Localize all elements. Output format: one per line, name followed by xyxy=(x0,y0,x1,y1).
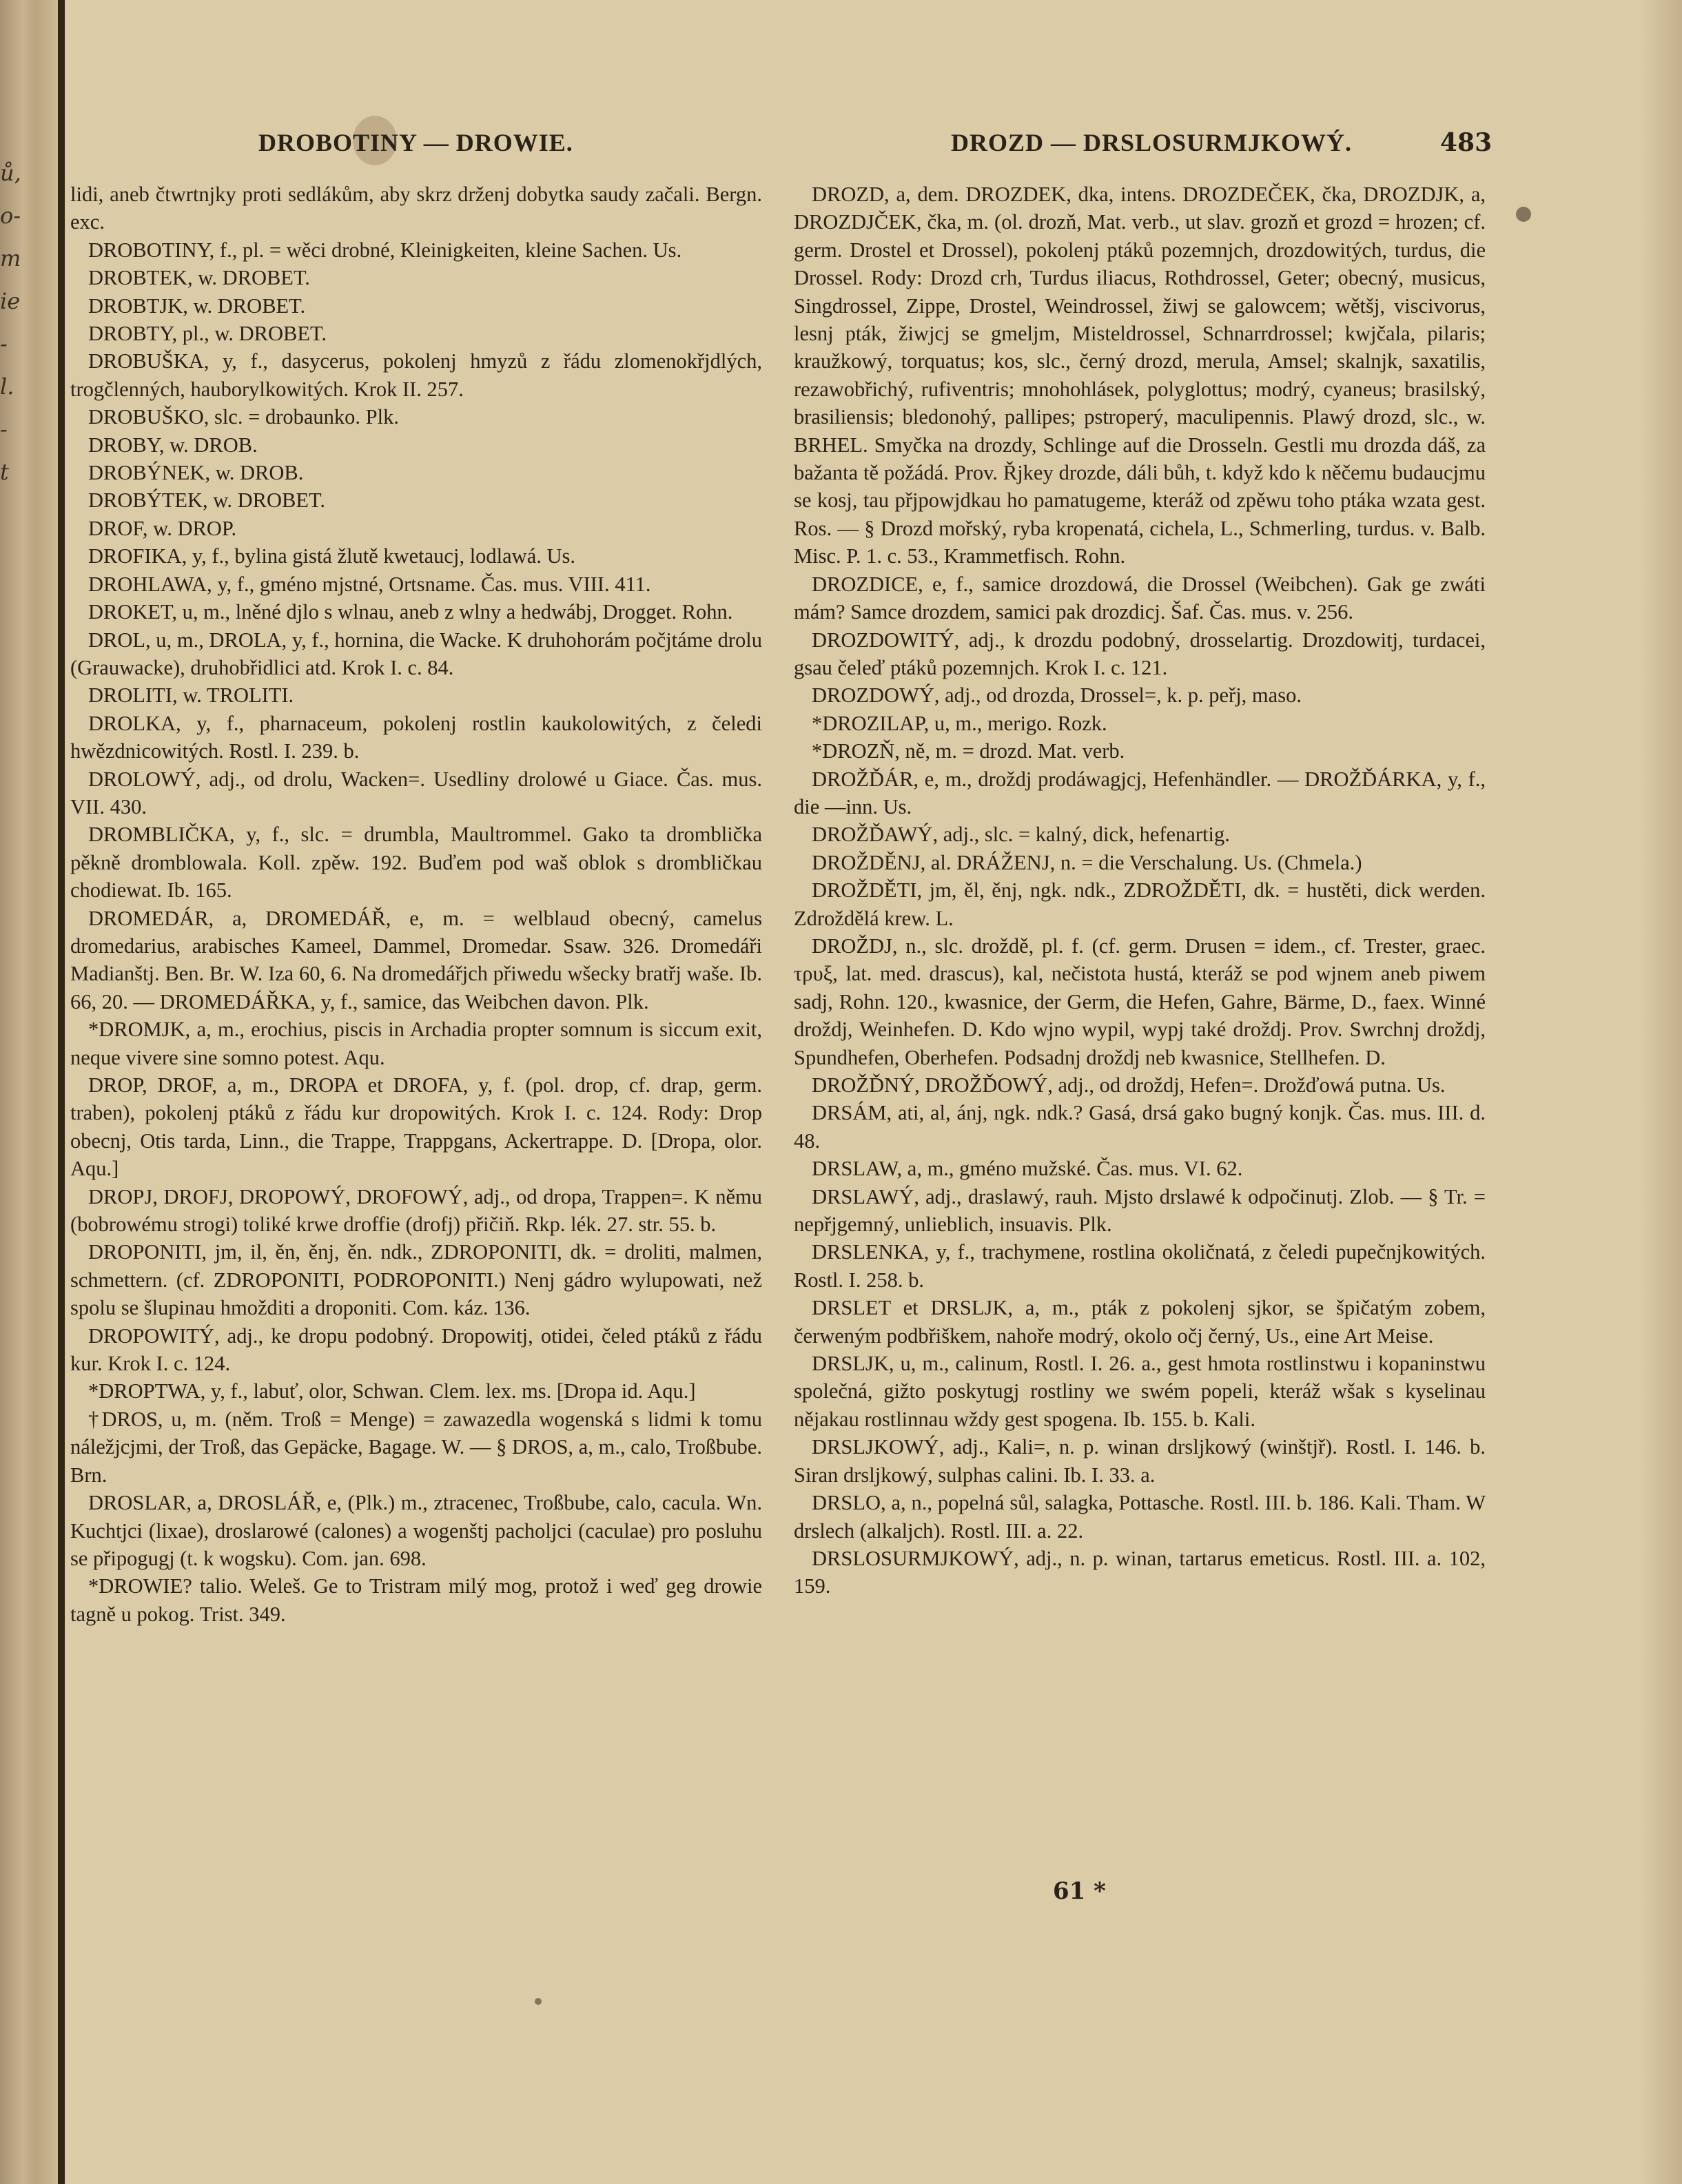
dictionary-entry: DRSLJK, u, m., calinum, Rostl. I. 26. a., gest hmota rostlinstwu i kopaninstwu společná, gižto poskytugj rostliny we swém popeli, kteráž wšak s kyselinau nějakau rostlinnau wždy gest spogena. Ib. 155. b. Kali. xyxy=(794,1352,1486,1431)
dictionary-entry: DROBUŠKO, slc. = drobaunko. Plk. xyxy=(88,405,399,429)
dictionary-entry: DROPJ, DROFJ, DROPOWÝ, DROFOWÝ, adj., od dropa, Trappen=. K němu (bobrowému strogi) toliké krwe droffie (drofj) přičiň. Rkp. lék. 27. str. 55. b. xyxy=(70,1184,762,1237)
dictionary-entry: DROBTY, pl., w. DROBET. xyxy=(88,322,327,346)
dictionary-entry: DROLOWÝ, adj., od drolu, Wacken=. Usedliny drolowé u Giace. Čas. mus. VII. 430. xyxy=(70,767,762,818)
dictionary-entry: *DROMJK, a, m., erochius, piscis in Archadia propter somnum is siccum exit, neque vivere sine somno potest. Aqu. xyxy=(70,1018,762,1069)
dictionary-entry: DROŽĎÁR, e, m., droždj prodáwagjcj, Hefenhändler. — DROŽĎÁRKA, y, f., die —inn. Us. xyxy=(794,767,1486,818)
gutter-fragment: ů, xyxy=(0,160,21,186)
dictionary-entry: DRSLAW, a, m., gméno mužské. Čas. mus. VI. 62. xyxy=(812,1157,1243,1181)
left-column xyxy=(70,181,762,1628)
dictionary-entry: DROŽĎAWÝ, adj., slc. = kalný, dick, hefenartig. xyxy=(812,823,1230,847)
dictionary-entry: DROZDOWÝ, adj., od drozda, Drossel=, k. p. peřj, maso. xyxy=(812,683,1302,708)
gutter-fragment: - xyxy=(0,416,8,442)
dictionary-entry: DROBOTINY, f., pl. = wěci drobné, Kleinigkeiten, kleine Sachen. Us. xyxy=(88,238,682,262)
gutter-fragment: - xyxy=(0,331,8,357)
gutter-fragment: ie xyxy=(0,288,21,314)
dictionary-entry: DROZDICE, e, f., samice drozdowá, die Drossel (Weibchen). Gak ge zwáti mám? Samce drozdem, samici pak drozdicj. Šaf. Čas. mus. v. 256. xyxy=(794,572,1486,624)
dictionary-entry: DROŽDJ, n., slc. droždě, pl. f. (cf. germ. Drusen = idem., cf. Trester, graec. τρυξ, lat. med. drascus), kal, nečistota hustá, kteráž se pod wjnem aneb piwem sadj, Rohn. 120., kwasnice, der Germ, die Hefen, Gahre, Bärme, D., faex. Winné droždj, Weinhefen. D. Kdo wjno wypil, wypj také droždj. Prov. Swrchnj droždj, Spundhefen, Oberhefen. Podsadnj droždj neb kwasnice, Stellhefen. D. xyxy=(794,934,1486,1069)
dictionary-entry: DROLKA, y, f., pharnaceum, pokolenj rostlin kaukolowitých, z čeledi hwězdnicowitých. Rostl. I. 239. b. xyxy=(70,711,762,763)
page-edge-shadow xyxy=(1641,0,1682,2184)
dictionary-entry: lidi, aneb čtwrtnjky proti sedlákům, aby skrz drženj dobytka saudy začali. Bergn. exc. xyxy=(70,183,762,234)
dictionary-entry: DROBTJK, w. DROBET. xyxy=(88,293,306,318)
dictionary-entry: DROL, u, m., DROLA, y, f., hornina, die Wacke. K druhohorám počjtáme drolu (Grauwacke), druhobřidlici atd. Krok I. c. 84. xyxy=(70,628,762,679)
gutter-fragment: o- xyxy=(0,203,21,229)
dictionary-entry: DROFIKA, y, f., bylina gistá žlutě kwetaucj, lodlawá. Us. xyxy=(88,544,576,568)
page-number: 483 xyxy=(1440,128,1493,157)
dictionary-entry: DROMEDÁR, a, DROMEDÁŘ, e, m. = welblaud obecný, camelus dromedarius, arabisches Kameel, Dammel, Dromedar. Ssaw. 326. Dromedáři Madianštj. Ben. Br. W. Iza 60, 6. Na dromedářjch přiwedu wšecky bratřj waše. Ib. 66, 20. — DROMEDÁŘKA, y, f., samice, das Weibchen davon. Plk. xyxy=(70,906,762,1013)
running-head-right: DROZD — DRSLOSURMJKOWÝ. xyxy=(951,129,1353,156)
dictionary-entry: DROLITI, w. TROLITI. xyxy=(88,683,294,708)
dictionary-entry: DROBÝNEK, w. DROB. xyxy=(88,461,304,485)
dictionary-entry: DRSLO, a, n., popelná sůl, salagka, Pottasche. Rostl. III. b. 186. Kali. Tham. W drslech (alkaljch). Rostl. III. a. 22. xyxy=(794,1491,1486,1543)
dictionary-entry: DROPONITI, jm, il, ěn, ěnj, ěn. ndk., ZDROPONITI, dk. = droliti, malmen, schmettern. (cf. ZDROPONITI, PODROPONITI.) Nenj gádro wylupowati, než spolu se šlupinau hmožditi a droponiti. Com. káz. 136. xyxy=(70,1240,762,1320)
gutter-fragment: m xyxy=(0,245,21,271)
gutter-fragment: t xyxy=(0,459,9,485)
running-head-left: DROBOTINY — DROWIE. xyxy=(258,129,573,156)
gutter-fragment: l. xyxy=(0,373,14,400)
dictionary-entry: DROŽDĚTI, jm, ěl, ěnj, ngk. ndk., ZDROŽDĚTI, dk. = hustěti, dick werden. Zdroždělá krew. L. xyxy=(794,878,1486,930)
dictionary-entry: DROP, DROF, a, m., DROPA et DROFA, y, f. (pol. drop, cf. drap, germ. traben), pokolenj ptáků z řádu kur dropowitých. Krok I. c. 124. Rody: Drop obecnj, Otis tarda, Linn., die Trappe, Trappgans, Ackertrappe. D. [Dropa, olor. Aqu.] xyxy=(70,1073,762,1181)
dictionary-entry: DRSLET et DRSLJK, a, m., pták z pokolenj sjkor, se špičatým zobem, čerweným podbřiškem, nahoře modrý, okolo očj černý, Us., eine Art Meise. xyxy=(794,1296,1486,1348)
dictionary-entry: DROZD, a, dem. DROZDEK, dka, intens. DROZDEČEK, čka, DROZDJK, a, DROZDJČEK, čka, m. (ol. drozň, Mat. verb., ut slav. grozň et grozd = hrozen; cf. germ. Drostel et Drossel), pokolenj ptáků pozemnjch, drozdowitých, turdus, die Drossel. Rody: Drozd crh, Turdus iliacus, Rothdrossel, Geter; obecný, musicus, Singdrossel, Zippe, Drostel, Weindrossel, žiwj se galowcem; wětšj, viscivorus, lesnj pták, žiwjcj se gmeljm, Misteldrossel, Schnarrdrossel; kwjčala, pilaris; kraužkowý, torquatus; kos, slc., černý drozd, merula, Amsel; skalnjk, saxatilis, rezawobřichý, rufiventris; mnohohlásek, polyglottus; modrý, cyaneus; brasilský, brasiliensis; bledonohý, pallipes; pstroperý, maculipennis. Plawý drozd, slc., w. BRHEL. Smyčka na drozdy, Schlinge auf die Drosseln. Gestli mu drozda dáš, za bažanta tě požádá. Prov. Řjkey drozde, dáli bůh, t. když kdo k něčemu budaucjmu se kosj, tau přjpowjdkau ho pamatugeme, kteráž od zpěwu toho ptáka wzata gest. Ros. — § Drozd mořský, ryba kropenatá, cichela, L., Schmerling, turdus. v. Balb. Misc. P. 1. c. 53., Krammetfisch. Rohn. xyxy=(794,183,1486,568)
dictionary-entry: *DROZŇ, ně, m. = drozd. Mat. verb. xyxy=(812,739,1125,763)
ink-spot xyxy=(535,1998,542,2005)
right-column xyxy=(794,181,1486,1600)
dictionary-entry: DROMBLIČKA, y, f., slc. = drumbla, Maultrommel. Gako ta dromblička pěkně dromblowala. Koll. zpěw. 192. Buďem pod waš oblok s drombličkau chodiewat. Ib. 165. xyxy=(70,823,762,903)
dictionary-entry: DRSLENKA, y, f., trachymene, rostlina okoličnatá, z čeledi pupečnjkowitých. Rostl. I. 258. b. xyxy=(794,1240,1486,1292)
dictionary-entry: †DROS, u, m. (něm. Troß = Menge) = zawazedla wogenská s lidmi k tomu náležjcjmi, der Troß, das Gepäcke, Bagage. W. — § DROS, a, m., calo, Troßbube. Brn. xyxy=(70,1407,762,1487)
dictionary-entry: DROKET, u, m., lněné djlo s wlnau, aneb z wlny a hedwábj, Drogget. Rohn. xyxy=(88,600,733,624)
dictionary-entry: *DROZILAP, u, m., merigo. Rozk. xyxy=(812,711,1107,735)
signature-mark: 61 * xyxy=(1053,1877,1106,1905)
facing-page-fragments xyxy=(0,152,21,493)
dictionary-entry: DRSLAWÝ, adj., draslawý, rauh. Mjsto drslawé k odpočinutj. Zlob. — § Tr. = nepřjgemný, unlieblich, insuavis. Plk. xyxy=(794,1184,1486,1237)
dictionary-entry: DROBÝTEK, w. DROBET. xyxy=(88,488,325,513)
dictionary-entry: *DROPTWA, y, f., labuť, olor, Schwan. Clem. lex. ms. [Dropa id. Aqu.] xyxy=(88,1379,696,1403)
dictionary-entry: DRSLJKOWÝ, adj., Kali=, n. p. winan drsljkowý (winštjř). Rostl. I. 146. b. Siran drsljkowý, sulphas calini. Ib. I. 33. a. xyxy=(794,1435,1486,1487)
ink-spot xyxy=(1516,207,1531,222)
dictionary-entry: DROŽDĚNJ, al. DRÁŽENJ, n. = die Verschalung. Us. (Chmela.) xyxy=(812,850,1362,874)
dictionary-entry: DROHLAWA, y, f., gméno mjstné, Ortsname. Čas. mus. VIII. 411. xyxy=(88,572,651,596)
dictionary-entry: DRSLOSURMJKOWÝ, adj., n. p. winan, tartarus emeticus. Rostl. III. a. 102, 159. xyxy=(794,1546,1486,1598)
dictionary-entry: DROZDOWITÝ, adj., k drozdu podobný, drosselartig. Drozdowitj, turdacei, gsau čeleď ptáků pozemnjch. Krok I. c. 121. xyxy=(794,628,1486,679)
dictionary-entry: DROPOWITÝ, adj., ke dropu podobný. Dropowitj, otidei, čeled ptáků z řádu kur. Krok I. c. 124. xyxy=(70,1323,762,1376)
dictionary-entry: DROF, w. DROP. xyxy=(88,516,237,540)
spine-edge xyxy=(58,0,65,2184)
dictionary-entry: DROBY, w. DROB. xyxy=(88,433,258,457)
dictionary-entry: *DROWIE? talio. Weleš. Ge to Tristram milý mog, protož i weď geg drowie tagně u pokog. Trist. 349. xyxy=(70,1574,762,1626)
dictionary-entry: DROBTEK, w. DROBET. xyxy=(88,266,310,290)
dictionary-entry: DROŽĎNÝ, DROŽĎOWÝ, adj., od droždj, Hefen=. Drožďowá putna. Us. xyxy=(812,1073,1446,1097)
dictionary-entry: DROBUŠKA, y, f., dasycerus, pokolenj hmyzů z řádu zlomenokřjdlých, trogčlenných, hauborylkowitých. Krok II. 257. xyxy=(70,349,762,401)
dictionary-entry: DRSÁM, ati, al, ánj, ngk. ndk.? Gasá, drsá gako bugný konjk. Čas. mus. III. d. 48. xyxy=(794,1101,1486,1153)
dictionary-entry: DROSLAR, a, DROSLÁŘ, e, (Plk.) m., ztracenec, Troßbube, calo, cacula. Wn. Kuchtjci (lixae), droslarowé (calones) a wogenštj pacholjci (caculae) pro posluhu se připogugj (t. k wogsku). Com. jan. 698. xyxy=(70,1491,762,1570)
